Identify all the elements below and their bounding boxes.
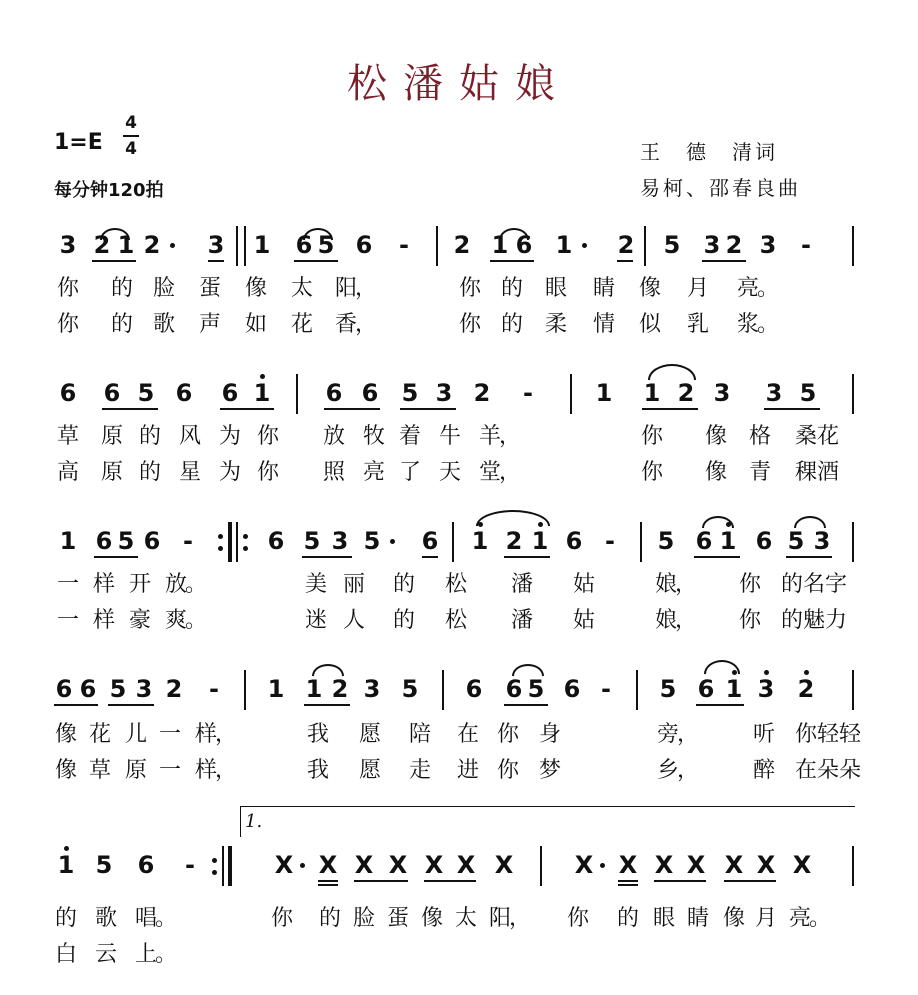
lyric-char: 我 bbox=[306, 758, 329, 783]
lyric-char: ， bbox=[676, 758, 699, 783]
lyric-char: 格 bbox=[748, 424, 771, 449]
lyric-char: 豪 bbox=[128, 608, 151, 633]
lyric-char: 。 bbox=[154, 942, 177, 967]
lyric-char: 草 bbox=[88, 758, 111, 783]
lyric-char: 像 bbox=[722, 906, 745, 931]
lyric-char: 潘 bbox=[510, 572, 533, 597]
lyric-char: 娘 bbox=[654, 608, 677, 633]
lyric-char: 愿 bbox=[358, 722, 381, 747]
lyric-char: ， bbox=[498, 460, 521, 485]
notation-row-2: 6 6 5 6 6 1 6 6 5 3 2 - 1 1 2 3 3 5 bbox=[0, 374, 918, 414]
lyric-char: 娘 bbox=[654, 572, 677, 597]
time-signature-bottom: 4 bbox=[125, 139, 137, 159]
lyric-char: 你 bbox=[566, 906, 589, 931]
time-signature-top: 4 bbox=[125, 113, 137, 133]
lyric-char: 亮 bbox=[362, 460, 385, 485]
lyric-char: 你 bbox=[458, 276, 481, 301]
lyric-char: 原 bbox=[100, 424, 123, 449]
lyric-char: 在 bbox=[794, 758, 817, 783]
lyric-char: 云 bbox=[94, 942, 117, 967]
lyric-char: 陪 bbox=[408, 722, 431, 747]
lyric-char: 月 bbox=[686, 276, 709, 301]
lyrics-row-4-verse-2 bbox=[0, 756, 918, 790]
lyric-char: 一 bbox=[56, 572, 79, 597]
lyric-char: 你 bbox=[640, 424, 663, 449]
lyric-char: 阳 bbox=[488, 906, 511, 931]
lyric-char: 朵 bbox=[838, 758, 861, 783]
lyric-char: 像 bbox=[54, 722, 77, 747]
lyric-char: 青 bbox=[748, 460, 771, 485]
lyric-char: 你 bbox=[496, 722, 519, 747]
lyric-char: 名 bbox=[802, 572, 825, 597]
lyric-char: 进 bbox=[456, 758, 479, 783]
lyric-char: 姑 bbox=[572, 608, 595, 633]
lyric-char: 的 bbox=[110, 312, 133, 337]
lyric-char: 样 bbox=[194, 722, 217, 747]
lyric-char: 花 bbox=[816, 424, 839, 449]
lyric-char: 风 bbox=[178, 424, 201, 449]
lyric-char: 浆 bbox=[736, 312, 759, 337]
lyric-char: 牛 bbox=[438, 424, 461, 449]
lyric-char: 太 bbox=[454, 906, 477, 931]
lyric-char: 酒 bbox=[816, 460, 839, 485]
lyric-char: 朵 bbox=[816, 758, 839, 783]
composer-credit: 易柯、邵春良曲 bbox=[640, 176, 801, 200]
lyric-char: 人 bbox=[342, 608, 365, 633]
lyric-char: 。 bbox=[184, 572, 207, 597]
notation-row-1: 3 2 1 2 3 1 6 5 6 - 2 1 6 1 2 5 3 2 3 - bbox=[0, 226, 918, 266]
lyric-char: 原 bbox=[100, 460, 123, 485]
lyric-char: 爽 bbox=[164, 608, 187, 633]
volta-number: 1. bbox=[245, 811, 263, 832]
lyric-char: 的 bbox=[138, 424, 161, 449]
lyric-char: 你 bbox=[794, 722, 817, 747]
lyric-char: 放 bbox=[164, 572, 187, 597]
lyric-char: 松 bbox=[444, 608, 467, 633]
lyric-char: 草 bbox=[56, 424, 79, 449]
lyrics-row-1-verse-1 bbox=[0, 274, 918, 308]
lyrics-row-5-verse-1 bbox=[0, 904, 918, 938]
lyric-char: 力 bbox=[824, 608, 847, 633]
lyric-char: 。 bbox=[184, 608, 207, 633]
lyric-char: 听 bbox=[752, 722, 775, 747]
lyric-char: 一 bbox=[56, 608, 79, 633]
lyric-char: 着 bbox=[398, 424, 421, 449]
lyric-char: 样 bbox=[194, 758, 217, 783]
lyric-char: 。 bbox=[756, 276, 779, 301]
time-signature bbox=[120, 112, 142, 160]
lyric-char: 像 bbox=[420, 906, 443, 931]
tempo-marking: 每分钟120拍 bbox=[54, 180, 164, 201]
lyric-char: 醉 bbox=[752, 758, 775, 783]
lyric-char: 丽 bbox=[342, 572, 365, 597]
lyric-char: 像 bbox=[704, 460, 727, 485]
lyric-char: ， bbox=[674, 608, 697, 633]
lyric-char: 样 bbox=[92, 608, 115, 633]
lyric-char: 的 bbox=[780, 572, 803, 597]
lyric-char: 放 bbox=[322, 424, 345, 449]
lyric-char: 太 bbox=[290, 276, 313, 301]
lyric-char: 你 bbox=[738, 572, 761, 597]
lyric-char: 样 bbox=[92, 572, 115, 597]
lyrics-row-3-verse-2 bbox=[0, 606, 918, 640]
lyric-char: 。 bbox=[154, 906, 177, 931]
lyric-char: ， bbox=[354, 312, 377, 337]
lyric-char: 脸 bbox=[152, 276, 175, 301]
lyric-char: 原 bbox=[124, 758, 147, 783]
lyric-char: 。 bbox=[756, 312, 779, 337]
lyric-char: 月 bbox=[754, 906, 777, 931]
lyric-char: 的 bbox=[500, 276, 523, 301]
lyric-char: 的 bbox=[392, 608, 415, 633]
lyric-char: 一 bbox=[158, 722, 181, 747]
lyric-char: 我 bbox=[306, 722, 329, 747]
lyrics-row-1-verse-2 bbox=[0, 310, 918, 344]
lyrics-row-2-verse-2 bbox=[0, 458, 918, 492]
lyric-char: 眼 bbox=[652, 906, 675, 931]
lyric-char: 轻 bbox=[816, 722, 839, 747]
lyric-char: 像 bbox=[704, 424, 727, 449]
lyric-char: 歌 bbox=[152, 312, 175, 337]
lyric-char: 你 bbox=[640, 460, 663, 485]
lyric-char: 潘 bbox=[510, 608, 533, 633]
lyric-char: 似 bbox=[638, 312, 661, 337]
lyric-char: 字 bbox=[824, 572, 847, 597]
lyric-char: 轻 bbox=[838, 722, 861, 747]
lyrics-row-4-verse-1 bbox=[0, 720, 918, 754]
lyric-char: 。 bbox=[808, 906, 831, 931]
lyric-char: 身 bbox=[538, 722, 561, 747]
lyric-char: 为 bbox=[218, 460, 241, 485]
lyric-char: 乳 bbox=[686, 312, 709, 337]
lyric-char: 的 bbox=[138, 460, 161, 485]
lyric-char: 睛 bbox=[686, 906, 709, 931]
lyric-char: 你 bbox=[56, 276, 79, 301]
lyrics-row-5-verse-2 bbox=[0, 940, 918, 974]
lyric-char: 你 bbox=[458, 312, 481, 337]
lyric-char: 美 bbox=[304, 572, 327, 597]
lyric-char: 蛋 bbox=[198, 276, 221, 301]
lyric-char: 脸 bbox=[352, 906, 375, 931]
lyric-char: 的 bbox=[500, 312, 523, 337]
lyric-char: 走 bbox=[408, 758, 431, 783]
lyric-char: 梦 bbox=[538, 758, 561, 783]
lyric-char: 稞 bbox=[794, 460, 817, 485]
lyric-char: 星 bbox=[178, 460, 201, 485]
lyric-char: 开 bbox=[128, 572, 151, 597]
lyric-char: 花 bbox=[88, 722, 111, 747]
lyric-char: 松 bbox=[444, 572, 467, 597]
lyric-char: ， bbox=[354, 276, 377, 301]
lyric-char: 亮 bbox=[788, 906, 811, 931]
notation-row-3: 1 6 5 6 - 6 5 3 5 6 1 2 1 6 - 5 6 1 6 5 3 bbox=[0, 522, 918, 562]
lyric-char: 你 bbox=[270, 906, 293, 931]
lyric-char: 的 bbox=[318, 906, 341, 931]
lyric-char: 你 bbox=[738, 608, 761, 633]
lyric-char: 蛋 bbox=[386, 906, 409, 931]
lyric-char: 迷 bbox=[304, 608, 327, 633]
lyric-char: 阳 bbox=[334, 276, 357, 301]
lyric-char: ， bbox=[674, 572, 697, 597]
lyric-char: 儿 bbox=[124, 722, 147, 747]
lyric-char: 了 bbox=[398, 460, 421, 485]
lyric-char: 声 bbox=[198, 312, 221, 337]
lyrics-row-2-verse-1 bbox=[0, 422, 918, 456]
key-signature: 1=E bbox=[54, 130, 103, 155]
song-title: 松潘姑娘 bbox=[347, 61, 571, 107]
notation-row-5: 1 5 6 - X X X X X X X X X X X X X X bbox=[0, 846, 918, 886]
lyric-char: 在 bbox=[456, 722, 479, 747]
lyric-char: 的 bbox=[616, 906, 639, 931]
lyric-char: 羊 bbox=[478, 424, 501, 449]
notation-row-4: 6 6 5 3 2 - 1 1 2 3 5 6 6 5 6 - 5 6 1 3 2 bbox=[0, 670, 918, 710]
lyric-char: 姑 bbox=[572, 572, 595, 597]
lyric-char: 为 bbox=[218, 424, 241, 449]
lyric-char: 你 bbox=[496, 758, 519, 783]
lyricist-credit: 王 德 清词 bbox=[640, 140, 778, 164]
lyric-char: 唱 bbox=[134, 906, 157, 931]
lyric-char: 照 bbox=[322, 460, 345, 485]
lyric-char: 堂 bbox=[478, 460, 501, 485]
lyric-char: 柔 bbox=[544, 312, 567, 337]
lyric-char: 愿 bbox=[358, 758, 381, 783]
lyrics-row-3-verse-1 bbox=[0, 570, 918, 604]
lyric-char: 白 bbox=[54, 942, 77, 967]
lyric-char: 香 bbox=[334, 312, 357, 337]
lyric-char: 花 bbox=[290, 312, 313, 337]
lyric-char: 的 bbox=[54, 906, 77, 931]
lyric-char: 牧 bbox=[362, 424, 385, 449]
lyric-char: 睛 bbox=[592, 276, 615, 301]
lyric-char: 眼 bbox=[544, 276, 567, 301]
lyric-char: 你 bbox=[256, 424, 279, 449]
lyric-char: 上 bbox=[134, 942, 157, 967]
lyric-char: 一 bbox=[158, 758, 181, 783]
lyric-char: 情 bbox=[592, 312, 615, 337]
lyric-char: 桑 bbox=[794, 424, 817, 449]
lyric-char: 魅 bbox=[802, 608, 825, 633]
lyric-char: 的 bbox=[110, 276, 133, 301]
lyric-char: ， bbox=[214, 722, 237, 747]
lyric-char: 像 bbox=[244, 276, 267, 301]
lyric-char: 旁 bbox=[656, 722, 679, 747]
lyric-char: 你 bbox=[256, 460, 279, 485]
lyric-char: 歌 bbox=[94, 906, 117, 931]
lyric-char: ， bbox=[214, 758, 237, 783]
lyric-char: 你 bbox=[56, 312, 79, 337]
first-ending-bracket bbox=[240, 806, 855, 837]
lyric-char: 亮 bbox=[736, 276, 759, 301]
lyric-char: 天 bbox=[438, 460, 461, 485]
lyric-char: ， bbox=[676, 722, 699, 747]
lyric-char: ， bbox=[498, 424, 521, 449]
lyric-char: 像 bbox=[54, 758, 77, 783]
lyric-char: 的 bbox=[392, 572, 415, 597]
lyric-char: 乡 bbox=[656, 758, 679, 783]
lyric-char: 如 bbox=[244, 312, 267, 337]
lyric-char: 的 bbox=[780, 608, 803, 633]
lyric-char: ， bbox=[508, 906, 531, 931]
lyric-char: 高 bbox=[56, 460, 79, 485]
lyric-char: 像 bbox=[638, 276, 661, 301]
